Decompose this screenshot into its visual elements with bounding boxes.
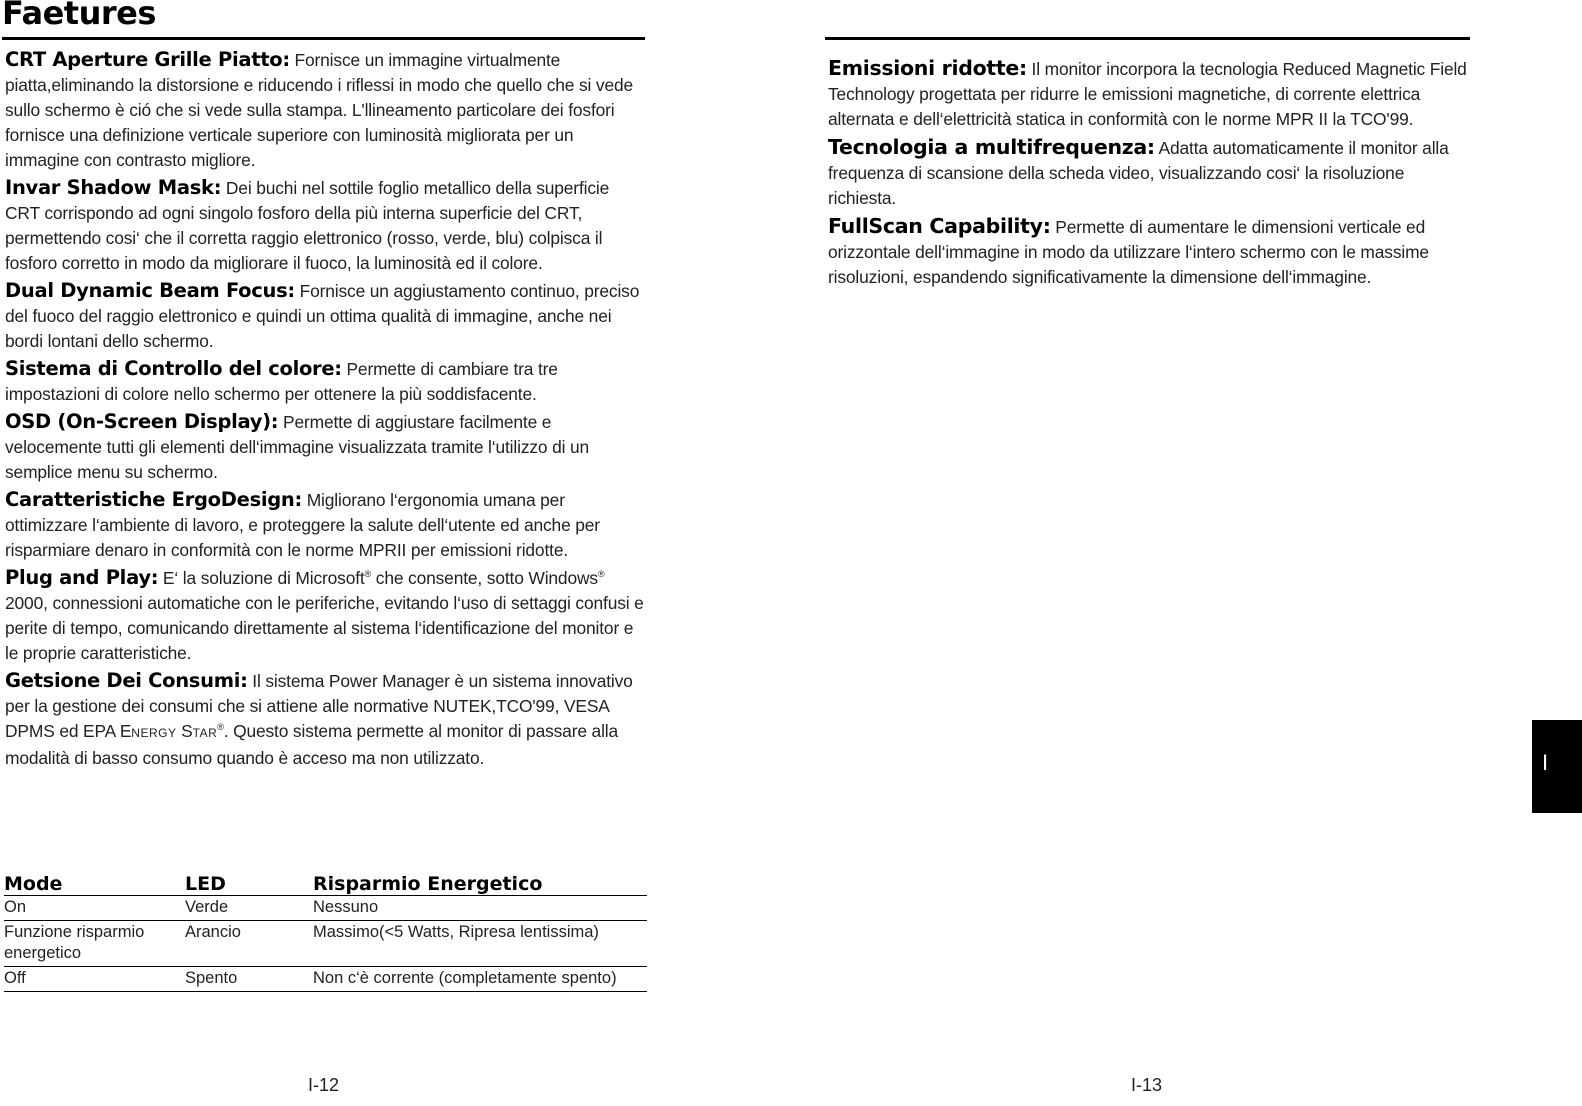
registered-mark: ®: [217, 722, 224, 733]
energy-star-s: S: [176, 721, 193, 741]
feature-text: E‘ la soluzione di Microsoft: [158, 568, 365, 588]
feature-text: Migliorano l‘ergonomia umana per ottimizzare l‘ambiente di lavoro, e proteggere la salute dell‘utente ed anche per risparmiare denaro in conformità con le norme MPRII per emissioni ridotte.: [5, 490, 600, 560]
feature-text: Permette di aumentare le dimensioni verticale ed orizzontale dell‘immagine in modo da utilizzare l‘intero schermo con le massime risoluzioni, espandendo significativamente la dimensione dell‘immagine.: [828, 217, 1429, 287]
energy-star-tar: TAR: [192, 726, 218, 740]
feature-multifrequency: [828, 135, 1470, 211]
table-cell: Massimo(<5 Watts, Ripresa lentissima): [313, 921, 647, 967]
table-cell: Verde: [185, 896, 313, 921]
column-header-savings: Risparmio Energetico: [313, 867, 647, 896]
feature-fullscan: [828, 214, 1470, 290]
feature-text: che consente, sotto Windows: [371, 568, 598, 588]
table-cell: Funzione risparmio energetico: [4, 921, 185, 967]
feature-text: Adatta automaticamente il monitor alla frequenza di scansione della scheda video, visualizzando cosi‘ la risoluzione richiesta.: [828, 138, 1449, 208]
page-number-right: I-13: [1131, 1075, 1163, 1095]
feature-heading: OSD (On-Screen Display):: [5, 410, 279, 433]
feature-heading: CRT Aperture Grille Piatto:: [5, 48, 290, 71]
feature-heading: Sistema di Controllo del colore:: [5, 357, 342, 380]
feature-power-management: [5, 668, 645, 771]
feature-heading: Plug and Play:: [5, 566, 159, 589]
power-mode-table: [4, 867, 647, 992]
feature-crt-aperture-grille: [5, 47, 645, 173]
feature-heading: Getsione Dei Consumi:: [5, 669, 248, 692]
feature-text: 2000, connessioni automatiche con le periferiche, evitando l‘uso di settaggi confusi e perite di tempo, comunicando direttamente al sistema l‘identificazione del monitor e le proprie caratteristiche.: [5, 593, 644, 663]
table-row: [4, 967, 647, 992]
feature-reduced-emissions: [828, 56, 1470, 132]
feature-text: Fornisce un aggiustamento continuo, preciso del fuoco del raggio elettronico e quindi un ottima qualità di immagine, anche nei bordi lontani dello schermo.: [5, 281, 640, 351]
table-cell: Off: [4, 967, 185, 992]
feature-heading: Emissioni ridotte:: [828, 56, 1027, 80]
table-cell: Non c‘è corrente (completamente spento): [313, 967, 647, 992]
table-row: [4, 896, 647, 921]
page-number-left: I-12: [308, 1075, 340, 1095]
title-rule-left: [2, 37, 645, 40]
registered-mark: ®: [597, 569, 605, 580]
table-cell: Nessuno: [313, 896, 647, 921]
table-cell: Arancio: [185, 921, 313, 967]
feature-text: Il monitor incorpora la tecnologia Reduced Magnetic Field Technology progettata per ridurre le emissioni magnetiche, di corrente elettrica alternata e dell‘elettricità statica in conformità con le norme MPR II la TCO'99.: [828, 59, 1467, 129]
feature-invar-shadow-mask: [5, 175, 645, 276]
table-cell: On: [4, 896, 185, 921]
feature-text: . Questo sistema permette al monitor di passare alla modalità di basso consumo quando è acceso ma non utilizzato.: [5, 721, 619, 768]
registered-mark: ®: [364, 569, 372, 580]
column-header-mode: Mode: [4, 867, 185, 896]
feature-osd: [5, 409, 645, 485]
feature-heading: Invar Shadow Mask:: [5, 176, 222, 199]
energy-star-e: E: [119, 721, 132, 741]
feature-dual-dynamic-beam-focus: [5, 278, 645, 354]
title-rule-right: [825, 37, 1470, 40]
feature-color-control: [5, 356, 645, 407]
feature-heading: FullScan Capability:: [828, 214, 1051, 238]
feature-plug-and-play: [5, 565, 645, 666]
feature-text: Permette di aggiustare facilmente e velocemente tutti gli elementi dell‘immagine visualizzata tramite l‘utilizzo di un semplice menu su schermo.: [5, 412, 590, 482]
feature-ergodesign: [5, 487, 645, 563]
feature-heading: Dual Dynamic Beam Focus:: [5, 279, 295, 302]
table-row: [4, 921, 647, 967]
feature-text: Fornisce un immagine virtualmente piatta,eliminando la distorsione e riducendo i riflessi in modo che quello che si vede sullo schermo è ció che si vede sulla stampa. L'llineamento particolare dei fosfori fornisce una definizione verticale superiore con luminosità migliorata per un immagine con contrasto migliore.: [5, 50, 634, 170]
feature-heading: Tecnologia a multifrequenza:: [828, 135, 1155, 159]
features-column-right: [828, 56, 1470, 293]
section-tab-label: I: [1542, 750, 1549, 775]
table-cell: Spento: [185, 967, 313, 992]
section-tab: [1532, 720, 1582, 813]
features-column-left: [5, 47, 645, 773]
page-title: Faetures: [2, 0, 156, 32]
column-header-led: LED: [185, 867, 313, 896]
feature-text: Dei buchi nel sottile foglio metallico della superficie CRT corrispondo ad ogni singolo fosforo della più interna superficie del CRT, permettendo cosi‘ che il corretta raggio elettronico (rosso, verde, blu) colpisca il fosforo corretto in modo da migliorare il fuoco, la luminosità ed il colore.: [5, 178, 610, 273]
feature-text: Permette di cambiare tra tre impostazioni di colore nello schermo per ottenere la più soddisfacente.: [5, 359, 558, 404]
energy-star-nergy: NERGY: [131, 726, 177, 740]
table-header-row: [4, 867, 647, 896]
feature-heading: Caratteristiche ErgoDesign:: [5, 488, 303, 511]
feature-text: Il sistema Power Manager è un sistema innovativo per la gestione dei consumi che si attiene alle normative NUTEK,TCO'99, VESA DPMS ed EPA: [5, 671, 633, 741]
